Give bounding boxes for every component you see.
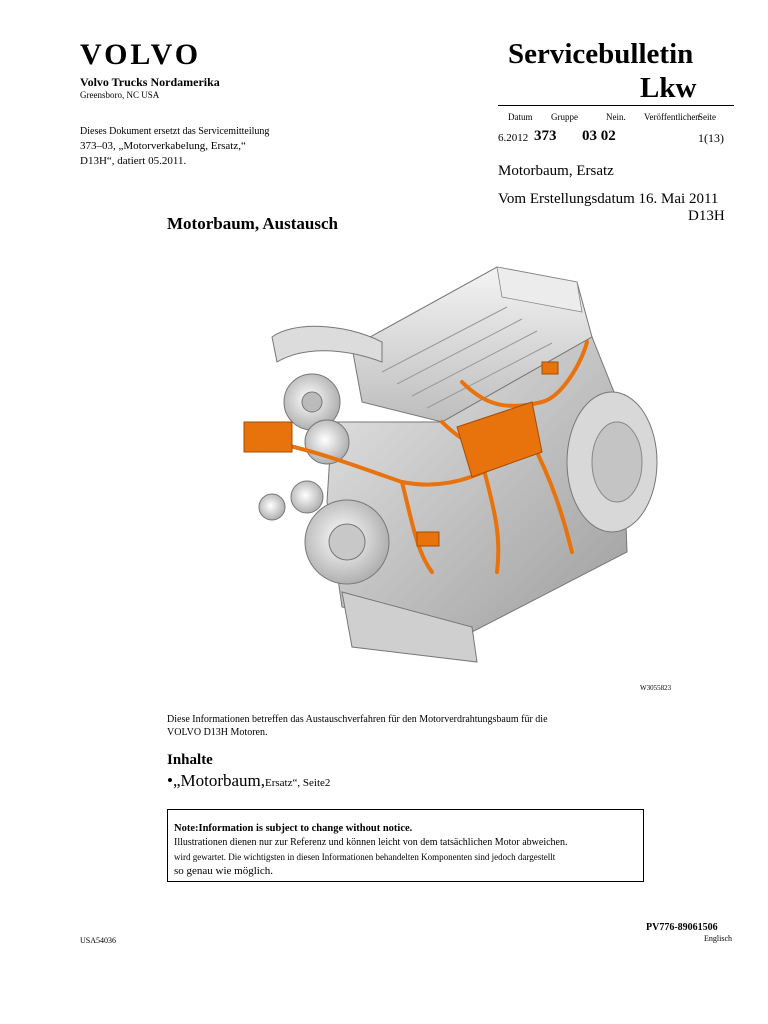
intro-text bbox=[167, 713, 637, 739]
doc-type-title: Servicebulletin bbox=[508, 38, 694, 70]
volvo-logo: VOLVO bbox=[80, 38, 202, 71]
note-line-2: Illustrationen dienen nur zur Referenz und können leicht von dem tatsächlichen Motor abweichen. bbox=[174, 837, 568, 848]
language-label: Englisch bbox=[704, 934, 732, 943]
figure-code: W3055823 bbox=[640, 684, 672, 692]
contents-link[interactable] bbox=[167, 771, 330, 791]
note-line-4: so genau wie möglich. bbox=[174, 865, 273, 877]
company-name: Volvo Trucks Nordamerika bbox=[80, 75, 220, 89]
label-group: Gruppe bbox=[551, 112, 578, 122]
label-no: Nein. bbox=[606, 112, 626, 122]
contents-link-page: Ersatz“, Seite2 bbox=[265, 777, 331, 789]
note-title: Note:Information is subject to change without notice. bbox=[174, 823, 413, 834]
intro-line-2: VOLVO D13H Motoren. bbox=[167, 727, 268, 738]
label-release: Veröffentlichen bbox=[644, 112, 700, 122]
replaces-line-3: D13H“, datiert 05.2011. bbox=[80, 155, 187, 167]
bulletin-subtitle: Motorbaum, Ersatz bbox=[498, 163, 614, 179]
replaces-line-1: Dieses Dokument ersetzt das Servicemitteilung bbox=[80, 126, 270, 137]
note-box bbox=[167, 809, 644, 882]
issued-date: Vom Erstellungsdatum 16. Mai 2011 bbox=[498, 191, 719, 207]
meta-number: 03 02 bbox=[582, 128, 616, 144]
meta-group: 373 bbox=[534, 128, 557, 144]
label-date: Datum bbox=[508, 112, 533, 122]
replaces-notice bbox=[80, 124, 300, 169]
header-divider bbox=[498, 105, 734, 106]
doc-type-subtitle: Lkw bbox=[640, 72, 697, 104]
contents-heading: Inhalte bbox=[167, 752, 213, 768]
pv-number: PV776-89061506 bbox=[646, 922, 718, 933]
meta-page: 1(13) bbox=[698, 131, 724, 145]
replaces-line-2: 373–03, „Motorverkabelung, Ersatz,“ bbox=[80, 140, 246, 152]
contents-link-main: •„Motorbaum, bbox=[167, 771, 266, 790]
label-page: Seite bbox=[698, 112, 716, 122]
engine-model: D13H bbox=[688, 208, 725, 224]
page-title: Motorbaum, Austausch bbox=[167, 214, 338, 233]
document-code: USA54036 bbox=[80, 936, 117, 945]
company-city: Greensboro, NC USA bbox=[80, 90, 160, 100]
meta-date: 6.2012 bbox=[498, 132, 529, 144]
note-line-3: wird gewartet. Die wichtigsten in diesen Informationen behandelten Komponenten sind jedoch dargestellt bbox=[174, 852, 556, 862]
engine-illustration bbox=[232, 252, 672, 672]
intro-line-1: Diese Informationen betreffen das Austauschverfahren für den Motorverdrahtungsbaum für die bbox=[167, 714, 548, 725]
